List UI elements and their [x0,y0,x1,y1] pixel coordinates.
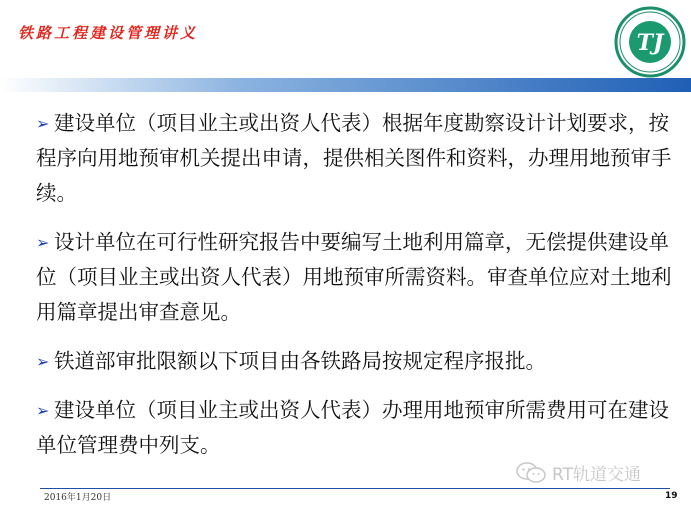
footer-divider [40,488,670,489]
footer-date: 2016年1月20日 [44,493,112,503]
paragraph-2-text: 设计单位在可行性研究报告中要编写土地利用篇章，无偿提供建设单位（项目业主或出资人代表）用地预审所需资料。审查单位应对土地利用篇章提出审查意见。 [36,230,672,324]
paragraph-1 [36,106,676,211]
arrow-bullet-icon: ➢ [36,352,50,371]
watermark-text: RT轨道交通 [552,465,641,485]
paragraph-2 [36,225,676,330]
arrow-bullet-icon: ➢ [36,233,50,252]
paragraph-3-text: 铁道部审批限额以下项目由各铁路局按规定程序报批。 [54,349,546,373]
header-bar [0,78,691,92]
header-title: 铁路工程建设管理讲义 [18,24,199,42]
wechat-icon [516,462,546,484]
paragraph-3 [36,344,676,379]
page-number: 19 [665,491,678,501]
railway-school-logo-icon [614,6,686,78]
logo-letters: TJ [636,30,664,56]
arrow-bullet-icon: ➢ [36,401,50,420]
arrow-bullet-icon: ➢ [36,114,50,133]
paragraph-1-text: 建设单位（项目业主或出资人代表）根据年度勘察设计计划要求，按程序向用地预审机关提出申请，提供相关图件和资料，办理用地预审手续。 [36,111,672,205]
content [36,106,676,477]
watermark [516,460,641,485]
paragraph-4-text: 建设单位（项目业主或出资人代表）办理用地预审所需费用可在建设单位管理费中列支。 [36,398,669,457]
paragraph-4 [36,393,676,463]
